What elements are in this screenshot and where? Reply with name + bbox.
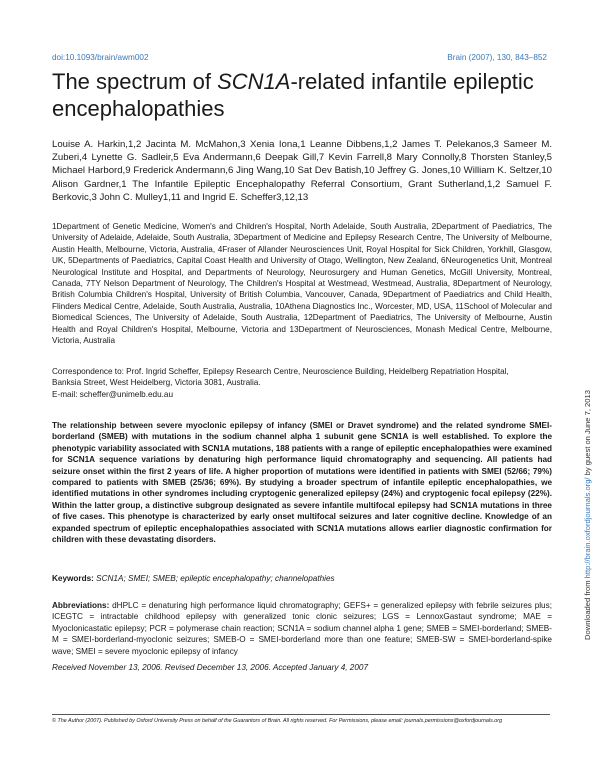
correspondence-line-2: Banksia Street, West Heidelberg, Victoria 3081, Australia. (52, 378, 261, 388)
abbreviations (52, 600, 552, 657)
download-watermark (583, 160, 592, 640)
correspondence (52, 366, 552, 400)
abbreviations-text: dHPLC = denaturing high performance liquid chromatography; GEFS+ = generalized epilepsy with febrile seizures plus; ICEGTC = intractable childhood epilepsy with generalized tonic clonic seizures; LGS = LennoxGastaut syndrome; MAE = Myoclonicastatic epilepsy; PCR = polymerase chain reaction; SCN1A = sodium channel alpha 1 gene; SMEB = SMEI-borderland; SMEB-M = SMEI-borderland-myoclonic seizures; SMEB-O = SMEI-borderland more than one feature; SMEB-SW = SMEI-borderland-spike wave; SMEI = severe myoclonic epilepsy of infancy (52, 601, 552, 656)
doi-link[interactable]: doi:10.1093/brain/awm002 (52, 53, 149, 62)
abstract: The relationship between severe myoclonic epilepsy of infancy (SMEI or Dravet syndrome) and the related syndrome SMEI-borderland (SMEB) with mutations in the sodium channel alpha 1 subunit gene SCN1A is well established. To explore the phenotypic variability associated with SCN1A mutations, 188 patients with a range of epileptic encephalopathies were examined for SCN1A sequence variations by denaturing high performance liquid chromatography and sequencing. All patients had seizure onset within the first 2 years of life. A higher proportion of mutations were identified in patients with SMEI (52/66; 79%) compared to patients with SMEB (25/36; 69%). By studying a broader spectrum of infantile epileptic encephalopathies, we identified mutations in other syndromes including cryptogenic generalized epilepsy (24%) and cryptogenic focal epilepsy (22%). Within the latter group, a distinctive subgroup designated as severe infantile multifocal epilepsy had SCN1A mutations in three of five cases. This phenotype is characterized by early onset multifocal seizures and later cognitive decline. Knowledge of an expanded spectrum of epileptic encephalopathies associated with SCN1A mutations allows earlier diagnostic confirmation for children with these devastating disorders. (52, 421, 552, 545)
journal-citation: Brain (2007), 130, 843–852 (447, 53, 547, 62)
article-title (52, 68, 552, 122)
copyright-footer: © The Author (2007). Published by Oxford University Press on behalf of the Guarantors of Brain. All rights reserved. For Permissions, please email: journals.permissions@oxfordjournals.org (52, 718, 503, 724)
keywords (52, 573, 552, 584)
watermark-link[interactable]: http://brain.oxfordjournals.org/ (583, 477, 592, 579)
title-suffix: -related infantile epileptic encephalopathies (52, 69, 534, 121)
correspondence-line-1: Correspondence to: Prof. Ingrid Scheffer, Epilepsy Research Centre, Neuroscience Building, Heidelberg Repatriation Hospital, (52, 367, 509, 376)
footer-divider (52, 714, 550, 715)
abbreviations-label: Abbreviations: (52, 601, 110, 610)
affiliations: 1Department of Genetic Medicine, Women's and Children's Hospital, North Adelaide, South Australia, 2Department of Paediatrics, The University of Adelaide, Adelaide, South Australia, 3Department of Medicine and Epilepsy Research Centre, The University of Melbourne, Austin Health, Melbourne, Victoria, Australia, 4Fraser of Allander Neurosciences Unit, Royal Hospital for Sick Children, Yorkhill, Glasgow, UK, 5Departments of Paediatrics, Capital Coast Health and University of Otago, Wellington, New Zealand, 6Neurogenetics Unit, Montreal Neurological Institute and Hospital, and Departments of Neurology, Neurosurgery and Human Genetics, McGill University, Montreal, Canada, 7TY Nelson Department of Neurology, The Children's Hospital at Westmead, Westmead, Australia, 8Department of Neurology, British Columbia Children's Hospital, University of British Columbia, Vancouver, Canada, 9Department of Paediatrics and Child Health, Flinders Medical Centre, Adelaide, South Australia, Australia, 10Athena Diagnostics Inc., Worcester, MD, USA, 11School of Molecular and Biomedical Sciences, The University of Adelaide, South Australia, 12Department of Paediatrics, The University of Melbourne, Austin Health and Royal Children's Hospital, Melbourne, Victoria and 13Department of Neurosciences, Monash Medical Centre, Melbourne, Victoria, Australia (52, 222, 552, 346)
title-prefix: The spectrum of (52, 69, 218, 94)
title-gene: SCN1A (217, 69, 291, 94)
keywords-text: SCN1A; SMEI; SMEB; epileptic encephalopathy; channelopathies (96, 574, 335, 583)
watermark-prefix: Downloaded from (583, 578, 592, 640)
article-dates: Received November 13, 2006. Revised December 13, 2006. Accepted January 4, 2007 (52, 663, 369, 672)
correspondence-email[interactable]: E-mail: scheffer@unimelb.edu.au (52, 389, 174, 399)
author-list: Louise A. Harkin,1,2 Jacinta M. McMahon,3 Xenia Iona,1 Leanne Dibbens,1,2 James T. Pelekanos,3 Sameer M. Zuberi,4 Lynette G. Sadleir,5 Eva Andermann,6 Deepak Gill,7 Kevin Farrell,8 Mary Connolly,8 Thorsten Stanley,5 Michael Harbord,9 Frederick Andermann,6 Jing Wang,10 Sat Dev Batish,10 Jeffrey G. Jones,10 William K. Seltzer,10 Alison Gardner,1 The Infantile Epileptic Encephalopathy Referral Consortium, Grant Sutherland,1,2 Samuel F. Berkovic,3 John C. Mulley1,11 and Ingrid E. Scheffer3,12,13 (52, 139, 552, 203)
watermark-suffix: by guest on June 7, 2013 (583, 390, 592, 478)
keywords-label: Keywords: (52, 574, 94, 583)
